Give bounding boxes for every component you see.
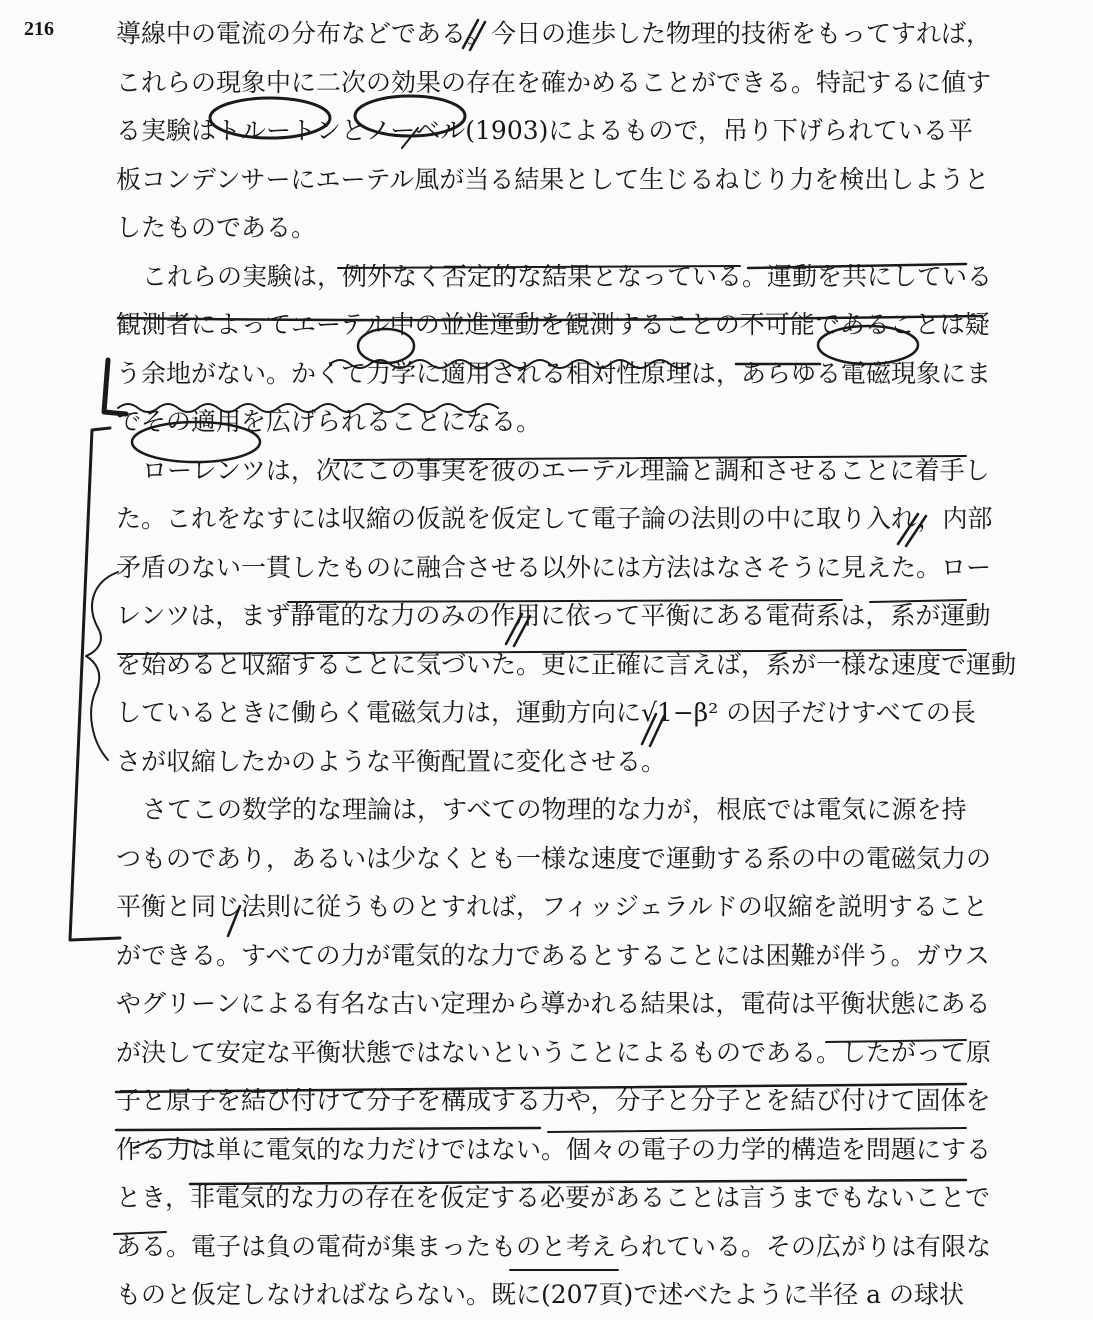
text-line: ものと仮定しなければならない。既に(207頁)で述べたように半径 a の球状: [116, 1280, 965, 1309]
text-line: でその適用を広げられることになる。: [116, 407, 542, 436]
text-line: 作る力は単に電気的な力だけではない。個々の電子の力学的構造を問題にする: [116, 1134, 992, 1164]
body-text: [116, 10, 1017, 1320]
page-number: 216: [24, 18, 54, 40]
text-line: これらの現象中に二次の効果の存在を確かめることができる。特記するに値す: [116, 67, 992, 97]
text-line: ある。電子は負の電荷が集まったものと考えられている。その広がりは有限な: [116, 1231, 992, 1261]
text-line: 導線中の電流の分布などである。今日の進歩した物理的技術をもってすれば，: [116, 19, 992, 48]
text-line: これらの実験は，例外なく否定的な結果となっている。運動を共にしている: [142, 261, 993, 291]
text-line: さが収縮したかのような平衡配置に変化させる。: [116, 746, 667, 776]
text-line: 平衡と同じ法則に従うものとすれば，フィッジェラルドの収縮を説明すること: [116, 892, 988, 921]
text-line: う余地がない。かくて力学に適用される相対性原理は，あらゆる電磁現象にま: [116, 358, 992, 388]
text-line: た。これをなすには収縮の仮説を仮定して電子論の法則の中に取り入れ，内部: [116, 504, 993, 533]
text-line: レンツは，まず静電的な力のみの作用に依って平衡にある電荷系は，系が運動: [116, 601, 991, 630]
text-line: 観測者によってエーテル中の並進運動を観測することの不可能であることは疑: [116, 310, 990, 339]
text-line: 子と原子を結び付けて分子を構成する力や，分子と分子とを結び付けて固体を: [116, 1086, 991, 1115]
margin-brace-mark: [86, 572, 118, 760]
text-line: を始めると収縮することに気づいた。更に正確に言えば，系が一様な速度で運動: [116, 649, 1017, 679]
text-line: が決して安定な平衡状態ではないということによるものである。したがって原: [116, 1037, 992, 1067]
text-line: しているときに働らく電磁気力は，運動方向に√1−β² の因子だけすべての長: [116, 698, 976, 727]
text-line: 板コンデンサーにエーテル風が当る結果として生じるねじり力を検出しようと: [116, 164, 990, 194]
text-line: る実験はトルートンとノーベル(1903)によるもので，吊り下げられている平: [116, 116, 973, 145]
text-line: つものであり，あるいは少なくとも一様な速度で運動する系の中の電磁気力の: [116, 843, 992, 873]
text-line: さてこの数学的な理論は，すべての物理的な力が，根底では電気に源を持: [142, 795, 967, 824]
text-line: とき，非電気的な力の存在を仮定する必要があることは言うまでもないことで: [116, 1183, 991, 1212]
text-line: やグリーンによる有名な古い定理から導かれる結果は，電荷は平衡状態にある: [116, 989, 991, 1018]
text-line: 矛盾のない一貫したものに融合させる以外には方法はなさそうに見えた。ロー: [116, 552, 992, 582]
text-line: したものである。: [116, 213, 317, 242]
margin-bracket-mark: [70, 428, 120, 940]
text-line: ローレンツは，次にこの事実を彼のエーテル理論と調和させることに着手し: [142, 455, 990, 485]
text-line: ができる。すべての力が電気的な力であるとすることには困難が伴う。ガウス: [116, 940, 990, 970]
